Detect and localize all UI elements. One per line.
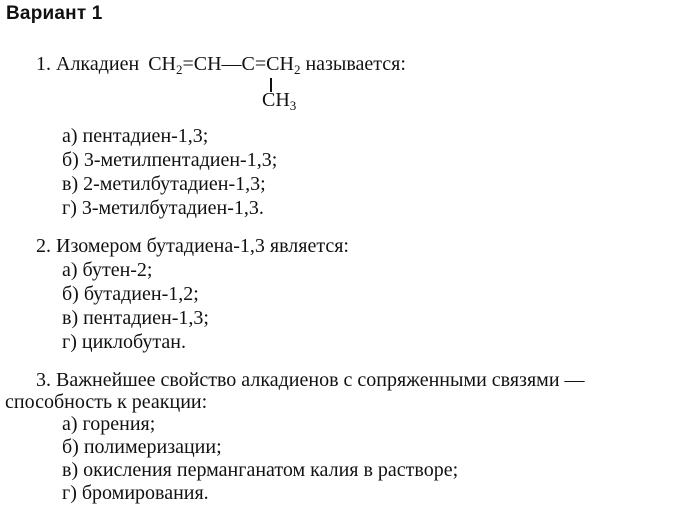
formula-sub-1: 2 [175,62,183,77]
variant-title: Вариант 1 [6,3,103,24]
structural-formula [148,52,300,76]
formula-sub-2: 2 [293,62,301,77]
question-2-stem [36,234,349,258]
question-1-stem-start: Алкадиен [56,53,140,75]
question-1-option-b: б) 3-метилпентадиен-1,3; [62,149,278,171]
question-3-stem-continued: способность к реакции: [5,391,208,413]
formula-branch-group [262,88,296,112]
question-2-stem-text: Изомером бутадиена-1,3 является: [56,235,349,257]
question-1-stem [36,52,406,76]
question-1-number: 1. [36,53,51,75]
question-3-stem-text: Важнейшее свойство алкадиенов с сопряженными связями — [56,369,585,391]
formula-branch-text: CH [262,89,290,111]
question-2-number: 2. [36,235,51,257]
question-2-option-a: а) бутен-2; [62,259,153,281]
question-3-number: 3. [36,369,51,391]
question-1-stem-end: называется: [305,53,406,75]
question-3-option-a: а) горения; [62,413,156,435]
question-3-stem [36,368,585,392]
question-2-option-c: в) пентадиен-1,3; [62,307,209,329]
question-3-option-b: б) полимеризации; [62,436,222,458]
question-3-option-d: г) бромирования. [62,482,209,504]
formula-part-2: =CH—C=CH [182,53,294,75]
question-2-option-b: б) бутадиен-1,2; [62,283,199,305]
question-2-option-d: г) циклобутан. [62,331,186,353]
question-1-option-a: а) пентадиен-1,3; [62,125,209,147]
formula-branch-sub: 3 [289,98,297,113]
question-1-option-d: г) 3-метилбутадиен-1,3. [62,197,264,219]
question-3-option-c: в) окисления перманганатом калия в растворе; [62,459,459,481]
formula-part-1: CH [148,53,176,75]
question-1-option-c: в) 2-метилбутадиен-1,3; [62,173,266,195]
